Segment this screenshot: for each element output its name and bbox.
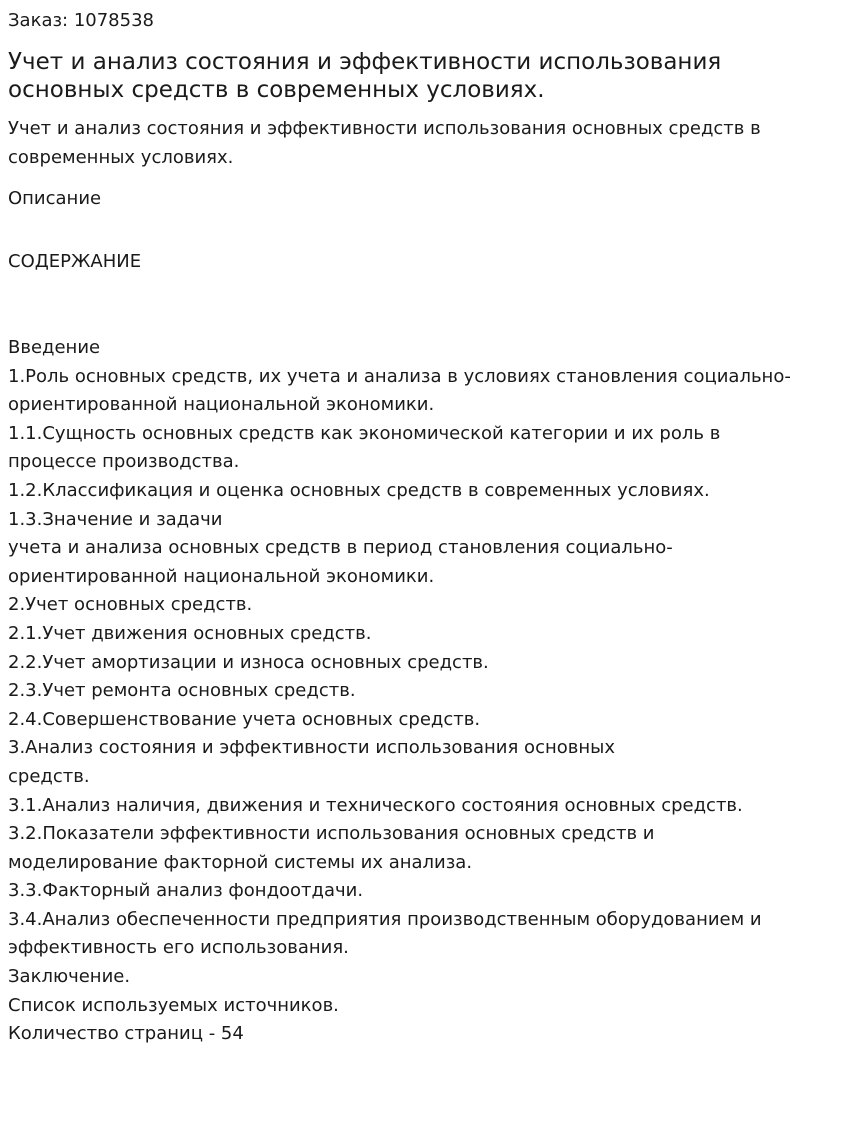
toc-item: [8, 992, 839, 1021]
contents-heading: СОДЕРЖАНИЕ: [8, 251, 142, 272]
toc-item-line: Список используемых источников.: [8, 994, 339, 1016]
toc-item: [8, 906, 839, 963]
toc-item-line: эффективность его использования.: [8, 937, 349, 959]
toc-item: [8, 1020, 839, 1049]
page-title: Учет и анализ состояния и эффективности использования основных средств в современных условиях.: [8, 49, 722, 103]
toc-item: [8, 477, 839, 506]
toc-item-line: процессе производства.: [8, 451, 240, 473]
toc-item-line: 3.3.Факторный анализ фондоотдачи.: [8, 880, 364, 902]
toc-item: [8, 734, 839, 791]
toc-item: [8, 363, 839, 420]
toc-item: [8, 677, 839, 706]
toc-item-line: 1.1.Сущность основных средств как экономической категории и их роль в: [8, 422, 721, 444]
toc-item-line: 3.4.Анализ обеспеченности предприятия производственным оборудованием и: [8, 908, 762, 930]
toc-item-line: 3.Анализ состояния и эффективности использования основных: [8, 737, 615, 759]
toc-item-line: 2.Учет основных средств.: [8, 594, 253, 616]
toc-item: [8, 649, 839, 678]
toc-item: [8, 706, 839, 735]
table-of-contents: [8, 334, 839, 1049]
toc-item-line: 3.2.Показатели эффективности использования основных средств и: [8, 823, 655, 845]
toc-item: [8, 420, 839, 477]
toc-item: [8, 963, 839, 992]
toc-item-line: учета и анализа основных средств в период становления социально-: [8, 537, 673, 559]
page-subtitle: Учет и анализ состояния и эффективности использования основных средств в современных условиях.: [8, 118, 761, 168]
toc-item: [8, 620, 839, 649]
toc-item-line: 2.1.Учет движения основных средств.: [8, 622, 372, 644]
toc-item-line: моделирование факторной системы их анализа.: [8, 851, 473, 873]
toc-item-line: 1.Роль основных средств, их учета и анализа в условиях становления социально-: [8, 365, 791, 387]
description-label: Описание: [8, 188, 102, 209]
toc-item-line: 3.1.Анализ наличия, движения и технического состояния основных средств.: [8, 794, 743, 816]
toc-item-line: ориентированной национальной экономики.: [8, 394, 435, 416]
toc-item-line: Введение: [8, 337, 101, 358]
toc-item-line: Заключение.: [8, 966, 131, 988]
toc-item-line: средств.: [8, 765, 90, 787]
toc-item: [8, 334, 839, 363]
toc-item-line: 2.2.Учет амортизации и износа основных средств.: [8, 651, 489, 673]
toc-item-line: 2.4.Совершенствование учета основных средств.: [8, 708, 481, 730]
toc-item: [8, 820, 839, 877]
toc-item: [8, 506, 839, 592]
toc-item-line: 1.2.Классификация и оценка основных средств в современных условиях.: [8, 479, 710, 501]
order-number: Заказ: 1078538: [8, 10, 154, 31]
toc-item: [8, 877, 839, 906]
toc-item: [8, 792, 839, 821]
toc-item: [8, 591, 839, 620]
toc-item-line: ориентированной национальной экономики.: [8, 565, 435, 587]
toc-item-line: 2.3.Учет ремонта основных средств.: [8, 680, 356, 702]
toc-item-line: Количество страниц - 54: [8, 1023, 244, 1045]
toc-item-line: 1.3.Значение и задачи: [8, 508, 223, 530]
